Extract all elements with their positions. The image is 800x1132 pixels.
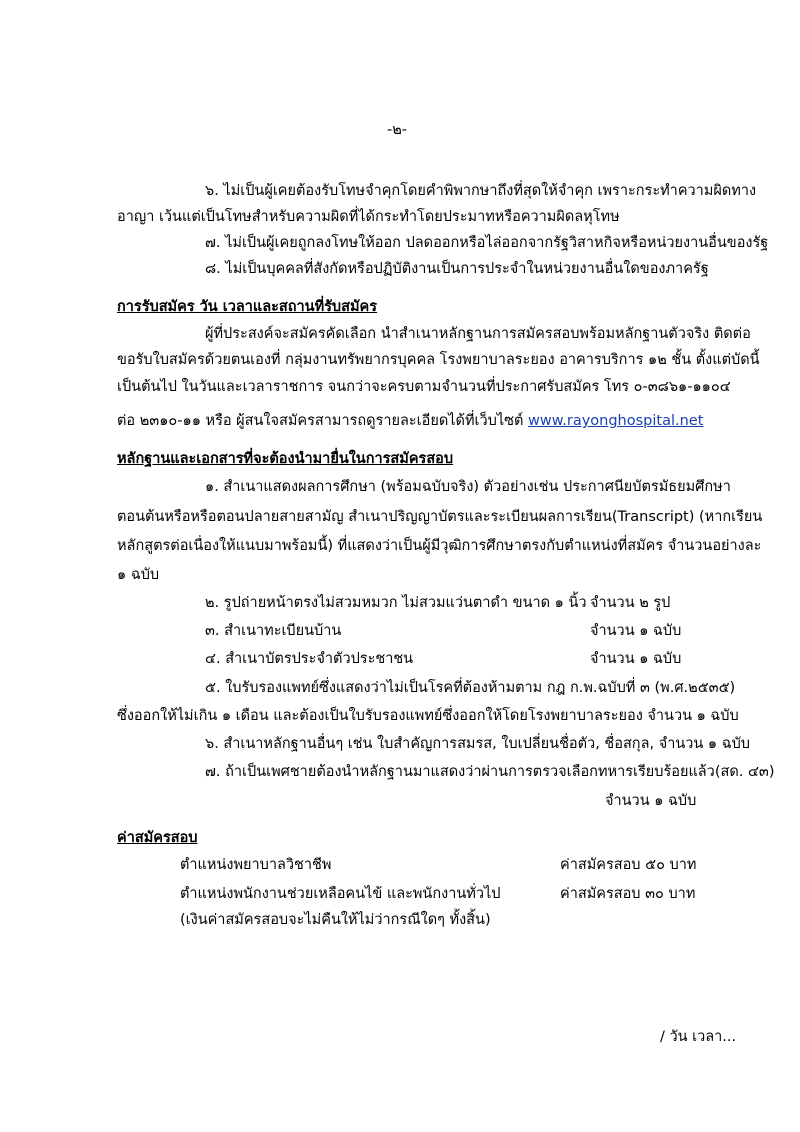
page-number: -๒-: [387, 122, 408, 138]
fees-heading: ค่าสมัครสอบ: [117, 830, 198, 846]
qualification-item-6: ๖. ไม่เป็นผู้เคยต้องรับโทษจำคุกโดยคำพิพากษาถึงที่สุดให้จำคุก เพราะกระทำความผิดทาง: [205, 183, 757, 199]
documents-item-7: ๗. ถ้าเป็นเพศชายต้องนำหลักฐานมาแสดงว่าผ่านการตรวจเลือกทหารเรียบร้อยแล้ว(สด. ๔๓): [205, 764, 775, 780]
documents-item-5: ๕. ใบรับรองแพทย์ซึ่งแสดงว่าไม่เป็นโรคที่ต้องห้ามตาม กฎ ก.พ.ฉบับที่ ๓ (พ.ศ.๒๕๓๕): [205, 680, 736, 696]
documents-heading: หลักฐานและเอกสารที่จะต้องนำมายื่นในการสมัครสอบ: [117, 451, 454, 467]
application-heading: การรับสมัคร วัน เวลาและสถานที่รับสมัคร: [117, 299, 378, 315]
fees-row-1-label: ตำแหน่งพยาบาลวิชาชีพ: [180, 857, 332, 873]
documents-item-2: ๒. รูปถ่ายหน้าตรงไม่สวมหมวก ไม่สวมแว่นตาดำ ขนาด ๑ นิ้ว: [205, 595, 587, 611]
documents-item-5-cont: ซึ่งออกให้ไม่เกิน ๑ เดือน และต้องเป็นใบรับรองแพทย์ซึ่งออกให้โดยโรงพยาบาลระยอง จำนวน ๑ ฉบับ: [117, 708, 739, 724]
fees-row-2-label: ตำแหน่งพนักงานช่วยเหลือคนไข้ และพนักงานทั่วไป: [180, 886, 501, 902]
qualification-item-6-cont: อาญา เว้นแต่เป็นโทษสำหรับความผิดที่ได้กระทำโดยประมาทหรือความผิดลหุโทษ: [117, 209, 620, 225]
application-line-4: [117, 411, 703, 431]
qualification-item-7: ๗. ไม่เป็นผู้เคยถูกลงโทษให้ออก ปลดออกหรือไล่ออกจากรัฐวิสาหกิจหรือหน่วยงานอื่นของรัฐ: [205, 235, 769, 251]
fees-note: (เงินค่าสมัครสอบจะไม่คืนให้ไม่ว่ากรณีใดๆ ทั้งสิ้น): [180, 912, 491, 928]
documents-item-1-cont-c: ๑ ฉบับ: [117, 567, 160, 583]
documents-item-2-qty: จำนวน ๒ รูป: [590, 595, 671, 611]
documents-item-1-cont-b: หลักสูตรต่อเนื่องให้แนบมาพร้อมนี้) ที่แสดงว่าเป็นผู้มีวุฒิการศึกษาตรงกับตำแหน่งที่สมัคร จำนวนอย่างละ: [117, 538, 762, 554]
documents-item-3-qty: จำนวน ๑ ฉบับ: [590, 623, 682, 639]
fees-row-1-amount: ค่าสมัครสอบ ๕๐ บาท: [560, 857, 697, 873]
documents-item-7-qty: จำนวน ๑ ฉบับ: [605, 793, 697, 809]
fees-row-2-amount: ค่าสมัครสอบ ๓๐ บาท: [560, 886, 696, 902]
documents-item-3: ๓. สำเนาทะเบียนบ้าน: [205, 623, 342, 639]
application-line-3: เป็นต้นไป ในวันและเวลาราชการ จนกว่าจะครบตามจำนวนที่ประกาศรับสมัคร โทร ๐-๓๘๖๑-๑๑๐๔: [117, 379, 731, 395]
qualification-item-8: ๘. ไม่เป็นบุคคลที่สังกัดหรือปฏิบัติงานเป็นการประจำในหน่วยงานอื่นใดของภาครัฐ: [205, 261, 709, 277]
page-continuation: / วัน เวลา...: [660, 1029, 737, 1045]
documents-item-4-qty: จำนวน ๑ ฉบับ: [590, 651, 682, 667]
website-link[interactable]: www.rayonghospital.net: [528, 413, 704, 429]
documents-item-1-cont-a: ตอนต้นหรือหรือตอนปลายสายสามัญ สำเนาปริญญาบัตรและระเบียนผลการเรียน(Transcript) (หากเรียน: [117, 509, 763, 525]
application-line-4-text: ต่อ ๒๓๑๐-๑๑ หรือ ผู้สนใจสมัครสามารถดูรายละเอียดได้ที่เว็บไซต์: [117, 413, 524, 429]
application-line-1: ผู้ที่ประสงค์จะสมัครคัดเลือก นำสำเนาหลักฐานการสมัครสอบพร้อมหลักฐานตัวจริง ติดต่อ: [205, 326, 751, 342]
application-line-2: ขอรับใบสมัครด้วยตนเองที่ กลุ่มงานทรัพยากรบุคคล โรงพยาบาลระยอง อาคารบริการ ๑๒ ชั้น ตั้งแต่บัดนี้: [117, 352, 760, 368]
documents-item-4: ๔. สำเนาบัตรประจำตัวประชาชน: [205, 651, 414, 667]
documents-item-1: ๑. สำเนาแสดงผลการศึกษา (พร้อมฉบับจริง) ตัวอย่างเช่น ประกาศนียบัตรมัธยมศึกษา: [205, 479, 731, 495]
documents-item-6: ๖. สำเนาหลักฐานอื่นๆ เช่น ใบสำคัญการสมรส, ใบเปลี่ยนชื่อตัว, ชื่อสกุล, จำนวน ๑ ฉบับ: [205, 736, 751, 752]
